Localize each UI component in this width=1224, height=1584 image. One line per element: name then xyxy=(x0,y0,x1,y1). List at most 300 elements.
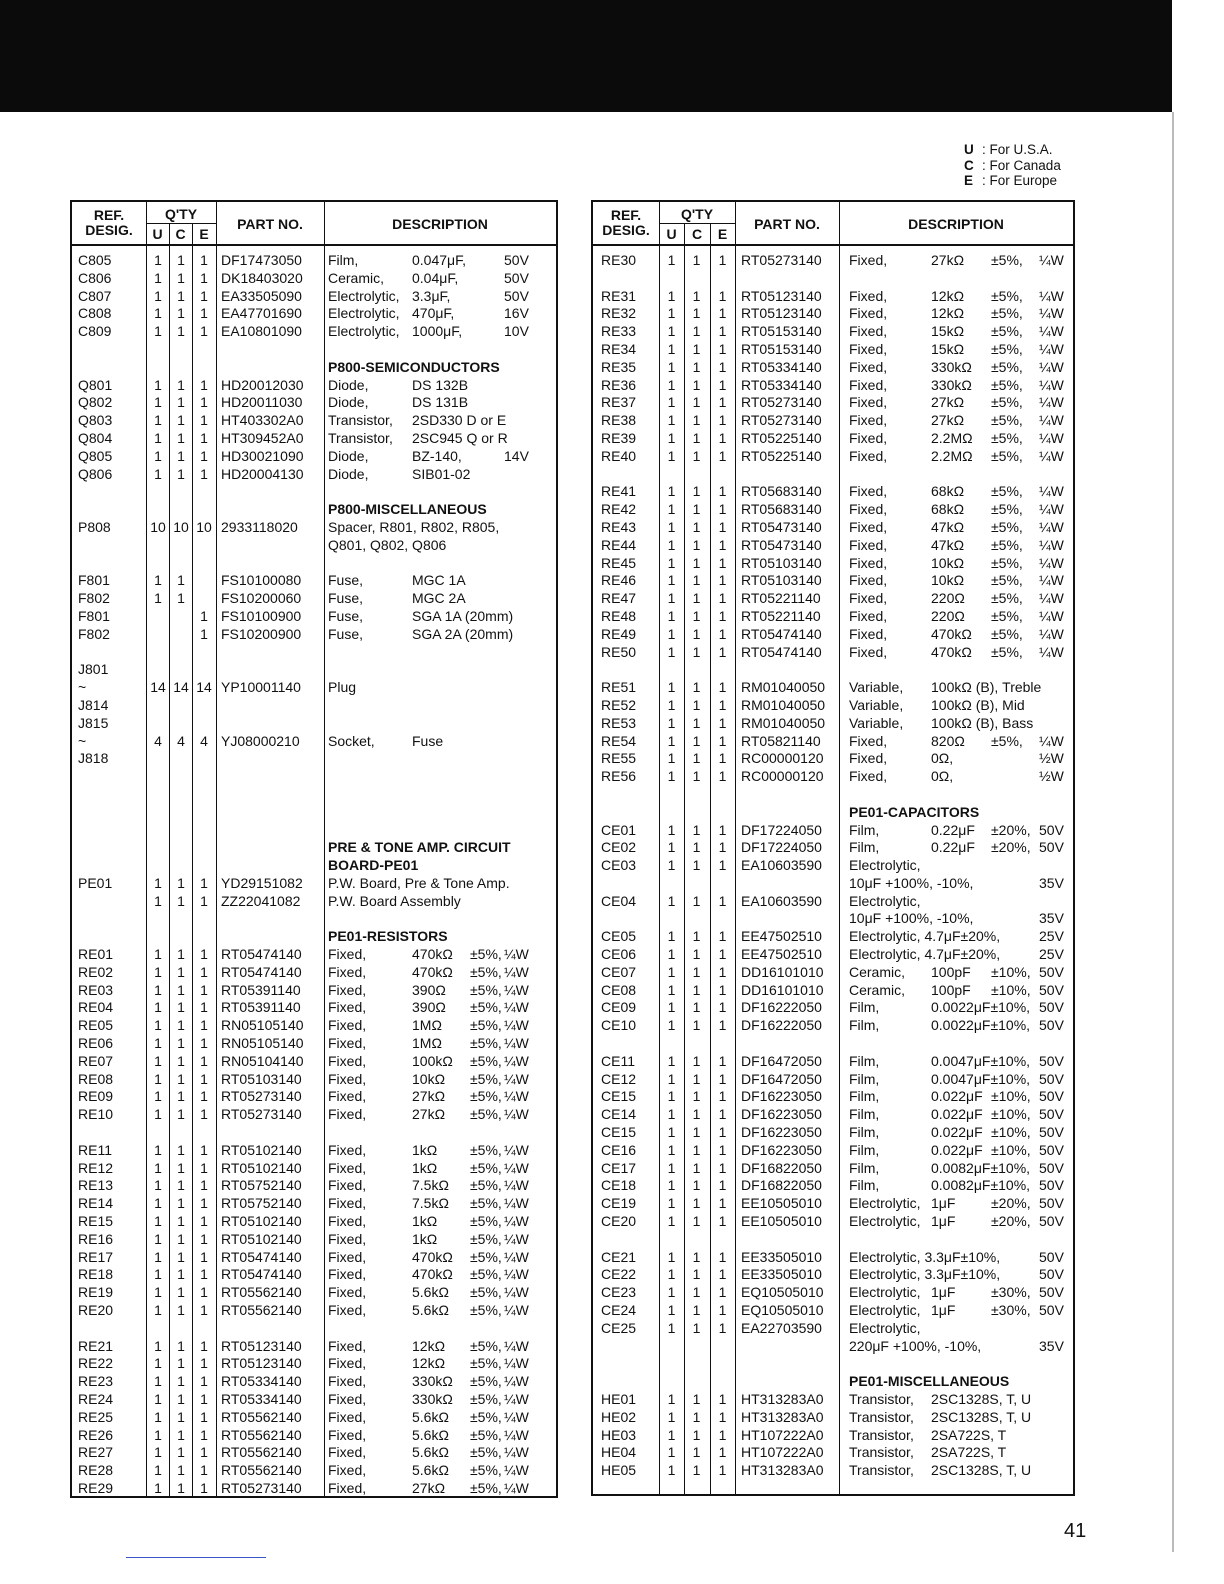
description-rating: ¼W xyxy=(504,1444,529,1461)
table-row xyxy=(593,1462,1073,1480)
header-e: E xyxy=(717,226,728,242)
ref-desig: RE48 xyxy=(601,607,637,624)
qty-c: 1 xyxy=(692,696,701,713)
description-type: Fixed, xyxy=(849,607,888,624)
table-row xyxy=(593,964,1073,982)
qty-e: 1 xyxy=(718,1408,727,1425)
ref-desig: RE12 xyxy=(78,1159,114,1176)
qty-u: 1 xyxy=(667,1462,676,1479)
part-number: HT309452A0 xyxy=(221,429,304,446)
qty-e: 1 xyxy=(200,874,208,891)
table-row xyxy=(72,964,556,982)
qty-u: 1 xyxy=(154,1195,162,1212)
description-rating: 50V xyxy=(1039,1106,1064,1123)
ref-desig: ~ xyxy=(78,679,87,696)
qty-u: 1 xyxy=(667,447,676,464)
description-rating: ¼W xyxy=(1039,323,1064,340)
description-value: 2SC1328S, T, U xyxy=(931,1408,1032,1425)
qty-e: 1 xyxy=(718,750,727,767)
description-tolerance: ±30%, xyxy=(991,1302,1031,1319)
ref-desig: RE53 xyxy=(601,714,637,731)
description-rating: ¼W xyxy=(504,1355,529,1372)
qty-e: 1 xyxy=(200,1284,208,1301)
table-row xyxy=(72,1480,556,1498)
qty-u: 1 xyxy=(154,465,162,482)
description-type: Film, xyxy=(849,1017,880,1034)
spacer-row xyxy=(72,910,556,928)
qty-e: 1 xyxy=(200,1106,208,1123)
description-text: Electrolytic, xyxy=(849,1319,921,1336)
description-value: 27kΩ xyxy=(412,1106,446,1123)
description-value: 470kΩ xyxy=(412,1266,453,1283)
qty-u: 1 xyxy=(154,1426,162,1443)
section-heading: PRE & TONE AMP. CIRCUIT xyxy=(328,839,511,856)
qty-u: 1 xyxy=(154,1408,162,1425)
qty-u: 1 xyxy=(667,732,676,749)
qty-u: 1 xyxy=(154,1284,162,1301)
part-number: RM01040050 xyxy=(741,679,826,696)
table-row xyxy=(593,822,1073,840)
ref-desig: RE11 xyxy=(78,1141,112,1158)
description-tolerance: ±30%, xyxy=(991,1284,1031,1301)
ref-desig: HE04 xyxy=(601,1444,637,1461)
ref-desig: CE23 xyxy=(601,1284,637,1301)
description-type: Variable, xyxy=(849,696,904,713)
qty-c: 1 xyxy=(692,892,701,909)
description-value: 2SD330 D or E xyxy=(412,412,507,429)
section-heading-row xyxy=(593,1373,1073,1391)
description-value: 2.2MΩ xyxy=(931,447,973,464)
description-value: BZ-140, xyxy=(412,447,462,464)
part-number: EE10505010 xyxy=(741,1213,822,1230)
qty-u: 1 xyxy=(667,928,676,945)
qty-c: 1 xyxy=(177,892,185,909)
description-rating: ¼W xyxy=(1039,501,1064,518)
table-row xyxy=(72,1195,556,1213)
qty-e: 1 xyxy=(718,1070,727,1087)
table-row xyxy=(72,1391,556,1409)
description-value: 330kΩ xyxy=(412,1373,453,1390)
part-number: RT05153140 xyxy=(741,323,822,340)
qty-c: 1 xyxy=(692,1302,701,1319)
description-value: MGC 1A xyxy=(412,572,466,589)
table-row xyxy=(593,750,1073,768)
qty-c: 1 xyxy=(692,447,701,464)
description-value: 1kΩ xyxy=(412,1213,438,1230)
qty-c: 1 xyxy=(692,732,701,749)
qty-e: 1 xyxy=(718,607,727,624)
table-row xyxy=(72,608,556,626)
table-row xyxy=(72,1053,556,1071)
part-number: DF17224050 xyxy=(741,839,822,856)
description-value: 10kΩ xyxy=(931,554,965,571)
qty-u: 1 xyxy=(154,1373,162,1390)
ref-desig: CE20 xyxy=(601,1213,637,1230)
qty-e: 1 xyxy=(200,412,208,429)
description-type: Film, xyxy=(849,999,880,1016)
ref-desig: RE54 xyxy=(601,732,637,749)
description-tolerance: ±5%, xyxy=(991,536,1023,553)
qty-u: 1 xyxy=(154,1302,162,1319)
qty-u: 1 xyxy=(154,376,162,393)
qty-e: 1 xyxy=(718,999,727,1016)
qty-e: 1 xyxy=(718,1141,727,1158)
description-tolerance: ±5%, xyxy=(991,572,1023,589)
ref-desig: CE15 xyxy=(601,1088,637,1105)
description-text: 10μF +100%, -10%, xyxy=(849,874,974,891)
qty-c: 1 xyxy=(692,643,701,660)
description-value: 27kΩ xyxy=(931,412,965,429)
qty-u: 1 xyxy=(154,447,162,464)
qty-u: 1 xyxy=(154,874,162,891)
qty-c: 1 xyxy=(177,1284,185,1301)
table-row xyxy=(72,1071,556,1089)
table-row xyxy=(72,697,556,715)
qty-e: 1 xyxy=(718,1088,727,1105)
qty-e: 1 xyxy=(200,1177,208,1194)
ref-desig: RE46 xyxy=(601,572,637,589)
description-tolerance: ±10%, xyxy=(991,1106,1031,1123)
description-type: Fixed, xyxy=(328,1195,367,1212)
qty-e: 1 xyxy=(200,1408,208,1425)
spacer-row xyxy=(72,822,556,840)
ref-desig: RE32 xyxy=(601,305,637,322)
qty-c: 1 xyxy=(692,768,701,785)
section-heading: P800-MISCELLANEOUS xyxy=(328,501,487,518)
qty-e: 1 xyxy=(200,323,208,340)
description-tolerance: ±5%, xyxy=(470,1159,502,1176)
qty-u: 1 xyxy=(667,981,676,998)
description-rating: ¼W xyxy=(504,1408,529,1425)
description-type: Fixed, xyxy=(328,1355,367,1372)
table-row xyxy=(593,1071,1073,1089)
ref-desig: RE17 xyxy=(78,1248,114,1265)
description-value: 0.022μF xyxy=(931,1106,983,1123)
table-row xyxy=(593,1017,1073,1035)
part-number: RT05473140 xyxy=(741,536,822,553)
qty-c: 1 xyxy=(692,1124,701,1141)
qty-c: 1 xyxy=(177,269,185,286)
qty-u: 1 xyxy=(154,1070,162,1087)
description-value: 0.0082μF±10%, xyxy=(931,1159,1031,1176)
qty-c: 1 xyxy=(692,821,701,838)
section-heading-row xyxy=(593,804,1073,822)
part-number: HT313283A0 xyxy=(741,1462,824,1479)
qty-c: 1 xyxy=(692,1017,701,1034)
qty-e: 1 xyxy=(718,305,727,322)
description-value: 2SC1328S, T, U xyxy=(931,1462,1032,1479)
part-number: HD30021090 xyxy=(221,447,304,464)
description-rating: ¼W xyxy=(1039,483,1064,500)
table-row xyxy=(593,412,1073,430)
ref-desig: F801 xyxy=(78,572,110,589)
ref-desig: Q802 xyxy=(78,394,113,411)
part-number: RT05562140 xyxy=(221,1408,302,1425)
part-number: RT05123140 xyxy=(741,287,822,304)
ref-desig: RE43 xyxy=(601,518,637,535)
description-type: Fixed, xyxy=(849,501,888,518)
qty-e: 1 xyxy=(200,252,208,268)
description-value: 0.0022μF±10%, xyxy=(931,1017,1031,1034)
part-number: EA10603590 xyxy=(741,892,822,909)
qty-c: 1 xyxy=(177,1426,185,1443)
qty-e: 1 xyxy=(718,1319,727,1336)
qty-e: 1 xyxy=(200,1426,208,1443)
table-row xyxy=(593,608,1073,626)
part-number: EA10801090 xyxy=(221,323,302,340)
description-value: 390Ω xyxy=(412,999,446,1016)
description-type: Fixed, xyxy=(849,376,888,393)
qty-e: 1 xyxy=(200,981,208,998)
description-value: 15kΩ xyxy=(931,340,965,357)
part-number: RT05273140 xyxy=(741,412,822,429)
qty-u: 1 xyxy=(667,1070,676,1087)
part-number: DD16101010 xyxy=(741,963,824,980)
qty-e: 1 xyxy=(718,554,727,571)
description-rating: ¼W xyxy=(1039,376,1064,393)
qty-e: 1 xyxy=(718,376,727,393)
part-number: EE47502510 xyxy=(741,946,822,963)
description-tolerance: ±5%, xyxy=(470,1195,502,1212)
description-type: Film, xyxy=(849,1070,880,1087)
description-rating: 50V xyxy=(1039,839,1064,856)
ref-desig: HE01 xyxy=(601,1391,637,1407)
ref-desig: RE41 xyxy=(601,483,637,500)
table-body xyxy=(72,252,556,1498)
table-row xyxy=(72,1284,556,1302)
part-number: HD20004130 xyxy=(221,465,304,482)
part-number: RT05103140 xyxy=(741,554,822,571)
description-type: Electrolytic, xyxy=(328,287,400,304)
qty-e: 1 xyxy=(718,483,727,500)
qty-u: 1 xyxy=(154,572,162,589)
description-type: Fixed, xyxy=(849,732,888,749)
qty-u: 1 xyxy=(667,679,676,696)
description-tolerance: ±5%, xyxy=(991,483,1023,500)
description-tolerance: ±5%, xyxy=(470,1479,502,1496)
ref-desig: F802 xyxy=(78,625,110,642)
qty-e: 1 xyxy=(200,1035,208,1052)
description-tolerance: ±5%, xyxy=(470,1230,502,1247)
table-row xyxy=(593,1053,1073,1071)
table-row xyxy=(72,715,556,733)
qty-e: 1 xyxy=(718,1284,727,1301)
section-heading-row xyxy=(72,359,556,377)
description-rating: 50V xyxy=(1039,1213,1064,1230)
qty-c: 1 xyxy=(692,1266,701,1283)
qty-e: 1 xyxy=(200,429,208,446)
qty-e: 1 xyxy=(718,1266,727,1283)
description-rating: ¼W xyxy=(504,1284,529,1301)
description-value: 0.04μF, xyxy=(412,269,459,286)
description-value: SGA 2A (20mm) xyxy=(412,625,514,642)
qty-e: 1 xyxy=(718,732,727,749)
description-type: Ceramic, xyxy=(328,269,385,286)
table-row xyxy=(72,1444,556,1462)
qty-c: 1 xyxy=(177,1248,185,1265)
qty-e: 1 xyxy=(200,1141,208,1158)
qty-e: 1 xyxy=(200,1337,208,1354)
description-type: Transistor, xyxy=(849,1462,914,1479)
ref-desig: RE24 xyxy=(78,1391,114,1407)
description-type: Film, xyxy=(849,839,880,856)
description-type: Fuse, xyxy=(328,607,364,624)
description-rating: ¼W xyxy=(1039,429,1064,446)
qty-e: 1 xyxy=(718,1195,727,1212)
header-c: C xyxy=(175,226,186,242)
qty-c: 14 xyxy=(173,679,189,696)
description-type: Fixed, xyxy=(328,1088,367,1105)
qty-e: 1 xyxy=(200,269,208,286)
description-rating: ¼W xyxy=(1039,643,1064,660)
part-number: YP10001140 xyxy=(221,679,301,696)
description-type: Diode, xyxy=(328,447,369,464)
description-rating: 50V xyxy=(1039,963,1064,980)
description-value: 470kΩ xyxy=(412,946,453,963)
description-text: Electrolytic, xyxy=(849,857,921,874)
table-row xyxy=(593,715,1073,733)
description-value: 100pF xyxy=(931,963,971,980)
header-part-no: PART NO. xyxy=(237,216,303,232)
qty-u: 1 xyxy=(667,1319,676,1336)
qty-e: 1 xyxy=(718,928,727,945)
qty-u: 1 xyxy=(154,269,162,286)
ref-desig: J815 xyxy=(78,714,109,731)
part-number: RT05153140 xyxy=(741,340,822,357)
table-row xyxy=(72,999,556,1017)
part-number: EE10505010 xyxy=(741,1195,822,1212)
part-number: RT05273140 xyxy=(221,1088,302,1105)
qty-e: 1 xyxy=(200,963,208,980)
ref-desig: RE44 xyxy=(601,536,637,553)
qty-e: 1 xyxy=(718,518,727,535)
description-type: Fixed, xyxy=(849,518,888,535)
qty-c: 1 xyxy=(692,412,701,429)
part-number: RT05123140 xyxy=(741,305,822,322)
description-type: Fixed, xyxy=(328,1426,367,1443)
description-value: DS 131B xyxy=(412,394,469,411)
qty-e: 1 xyxy=(718,821,727,838)
qty-c: 1 xyxy=(692,572,701,589)
qty-c: 1 xyxy=(692,358,701,375)
description-value: 27kΩ xyxy=(931,394,965,411)
description-type: Fixed, xyxy=(328,1159,367,1176)
table-row xyxy=(593,448,1073,466)
ref-desig: CE04 xyxy=(601,892,637,909)
qty-e: 1 xyxy=(718,1177,727,1194)
description-rating: ¼W xyxy=(504,1373,529,1390)
qty-c: 1 xyxy=(177,1373,185,1390)
table-row xyxy=(593,1249,1073,1267)
qty-e: 1 xyxy=(718,696,727,713)
part-number: RT05562140 xyxy=(221,1426,302,1443)
qty-e: 1 xyxy=(200,1195,208,1212)
part-number: RT05473140 xyxy=(741,518,822,535)
description-value: 220Ω xyxy=(931,607,965,624)
description-rating: ¼W xyxy=(1039,287,1064,304)
description-rating: 35V xyxy=(1039,910,1064,927)
part-number: DF16222050 xyxy=(741,1017,822,1034)
qty-e: 1 xyxy=(718,590,727,607)
table-row xyxy=(72,893,556,911)
description-rating: ¼W xyxy=(1039,607,1064,624)
qty-c: 1 xyxy=(692,287,701,304)
part-number: FS10200900 xyxy=(221,625,302,642)
spacer-row xyxy=(72,483,556,501)
description-tolerance: ±5%, xyxy=(470,1248,502,1265)
table-row xyxy=(593,982,1073,1000)
table-row xyxy=(72,1266,556,1284)
part-number: RT05334140 xyxy=(221,1373,302,1390)
qty-u: 1 xyxy=(154,1213,162,1230)
table-row xyxy=(593,1302,1073,1320)
qty-u: 1 xyxy=(667,1426,676,1443)
table-row xyxy=(72,1088,556,1106)
description-value: 2SA722S, T xyxy=(931,1444,1007,1461)
description-rating: ¼W xyxy=(1039,394,1064,411)
description-type: Ceramic, xyxy=(849,981,906,998)
qty-c: 1 xyxy=(692,376,701,393)
part-number: ZZ22041082 xyxy=(221,892,301,909)
description-value: 2SA722S, T xyxy=(931,1426,1007,1443)
ref-desig: Q805 xyxy=(78,447,113,464)
header-description: DESCRIPTION xyxy=(908,216,1004,232)
ref-desig: Q804 xyxy=(78,429,113,446)
part-number: RT05102140 xyxy=(221,1159,302,1176)
table-row xyxy=(72,1462,556,1480)
description-type: Fixed, xyxy=(328,1106,367,1123)
qty-u: 1 xyxy=(154,999,162,1016)
description-rating: ¼W xyxy=(504,1195,529,1212)
description-tolerance: ±5%, xyxy=(470,1088,502,1105)
qty-u: 14 xyxy=(150,679,166,696)
table-row xyxy=(72,1302,556,1320)
qty-u: 1 xyxy=(667,518,676,535)
description-type: Film, xyxy=(849,1106,880,1123)
description-tolerance: ±5%, xyxy=(470,1017,502,1034)
ref-desig: CE14 xyxy=(601,1106,637,1123)
table-row xyxy=(72,875,556,893)
table-row xyxy=(593,733,1073,751)
region-legend xyxy=(964,142,1061,189)
table-row xyxy=(72,1035,556,1053)
description-rating: ¼W xyxy=(1039,358,1064,375)
description-value: 5.6kΩ xyxy=(412,1462,449,1479)
table-row xyxy=(593,555,1073,573)
qty-c: 1 xyxy=(692,981,701,998)
description-rating: ¼W xyxy=(504,1230,529,1247)
description-rating: ¼W xyxy=(504,1017,529,1034)
description-rating: ¼W xyxy=(1039,305,1064,322)
table-row xyxy=(593,1124,1073,1142)
parts-table-right xyxy=(591,200,1075,1496)
description-tolerance: ±5%, xyxy=(470,963,502,980)
description-rating: ¼W xyxy=(504,1426,529,1443)
spacer-row xyxy=(72,1124,556,1142)
table-row xyxy=(593,946,1073,964)
table-row xyxy=(72,733,556,751)
description-value: 0.047μF, xyxy=(412,252,466,268)
qty-c: 1 xyxy=(177,1266,185,1283)
description-tolerance: ±5%, xyxy=(991,590,1023,607)
description-type: Diode, xyxy=(328,376,369,393)
qty-c: 1 xyxy=(177,465,185,482)
qty-u: 1 xyxy=(667,1408,676,1425)
section-heading-row xyxy=(72,501,556,519)
part-number: RN05105140 xyxy=(221,1017,304,1034)
description-rating: ¼W xyxy=(504,1070,529,1087)
description-tolerance: ±5%, xyxy=(991,643,1023,660)
